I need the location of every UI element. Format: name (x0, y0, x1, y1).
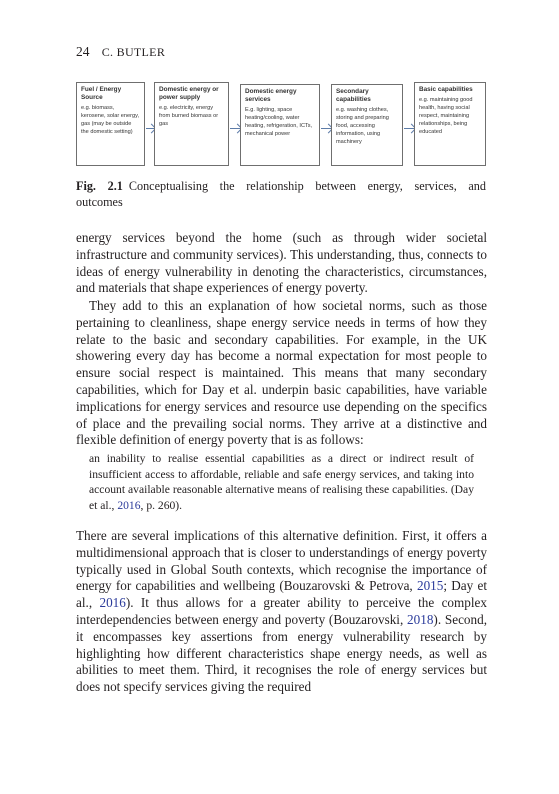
diagram-box-basic-capabilities (414, 82, 486, 166)
block-quote (89, 451, 474, 513)
diagram-box-body: e.g. washing clothes, storing and preparing food, accessing information, using machinery (336, 107, 389, 146)
paragraph-text: ). It thus allows for a greater ability to perceive the complex interdependencies between energy and poverty (Bouzarovski, (76, 595, 487, 627)
arrow-right-icon (230, 128, 240, 129)
diagram-box-body: E.g. lighting, space heating/cooling, water heating, refrigeration, ICTs, mechanical power (245, 107, 313, 138)
citation-link-bouzarovski-2018[interactable]: 2018 (407, 611, 434, 627)
body-paragraph-1: energy services beyond the home (such as through wider societal infrastructure and community services). This understanding, thus, connects to ideas of energy vulnerability in denoting the characteristics, circumstances, and materials that shape experiences of energy poverty. (76, 230, 487, 296)
paragraph-text: There are several implications of this alternative definition. First, it offers a multidimensional approach that is closer to understandings of energy poverty typically used in Global South contexts, which recognise the importance of energy for capabilities and wellbeing (Bouzarovski & Petrova, (76, 528, 487, 594)
diagram-box-title: Fuel / Energy Source (81, 86, 122, 102)
diagram-box-fuel-source (76, 82, 145, 166)
diagram-box-body: e.g. biomass, kerosene, solar energy, gas (may be outside the domestic setting) (81, 105, 140, 136)
figure-2-1-diagram (76, 82, 486, 166)
diagram-box-energy-services (240, 84, 320, 166)
arrow-right-icon (321, 128, 331, 129)
figure-caption-text: Conceptualising the relationship between energy, services, and (128, 179, 486, 193)
diagram-box-title: Domestic energy or power supply (159, 86, 219, 102)
diagram-box-title: Secondary capabilities (336, 88, 371, 104)
body-paragraph-3 (76, 528, 487, 696)
paragraph-text: ). Second, it encompasses key assertions from energy vulnerability research by highlighting how different characteristics shape energy needs, as well as abilities to meet them. Third, it recognises the role of energy services but does not specify services giving the required (76, 611, 487, 695)
citation-link-bouzarovski-petrova-2015[interactable]: 2015 (416, 578, 444, 594)
arrow-right-icon (146, 128, 154, 129)
diagram-box-secondary-capabilities (331, 84, 403, 166)
running-head (76, 44, 165, 60)
diagram-box-body: e.g. maintaining good health, having social respect, maintaining relationships, being educated (419, 97, 473, 136)
arrow-right-icon (404, 128, 414, 129)
diagram-box-title: Domestic energy services (245, 88, 297, 104)
paragraph-text: ; Day et al., (76, 578, 487, 611)
diagram-box-body: e.g. electricity, energy from burned biomass or gas (159, 105, 219, 128)
body-paragraph-2: They add to this an explanation of how societal norms, such as those pertaining to cleanliness, shape energy service needs in terms of how they relate to the basic and secondary capabilities. For example, in the UK showering every day has become a normal expectation for most people to ensure social respect is maintained. This means that many secondary capabilities, which for Day et al. underpin basic capabilities, have variable implications for energy services and resource use depending on the specifics of place and the prevailing social norms. They arrive at a distinctive and flexible definition of energy poverty that is as follows: (76, 298, 487, 448)
citation-link-day-2016[interactable]: 2016 (99, 595, 126, 611)
running-head-author: C. BUTLER (101, 45, 166, 59)
page-number: 24 (76, 44, 90, 59)
diagram-box-title: Basic capabilities (419, 86, 473, 93)
figure-caption-label: Fig. 2.1 (76, 179, 123, 193)
figure-caption-continued: outcomes (76, 195, 123, 209)
block-quote-end: , p. 260). (140, 498, 183, 512)
block-quote-text: an inability to realise essential capabilities as a direct or indirect result of insufficient access to affordable, reliable and safe energy services, and taking into account available reasonable alternative means of realising these capabilities. (Day et al., (89, 452, 474, 512)
citation-link-day-2016[interactable]: 2016 (117, 498, 141, 512)
diagram-box-domestic-supply (154, 82, 229, 166)
figure-caption (76, 178, 486, 194)
